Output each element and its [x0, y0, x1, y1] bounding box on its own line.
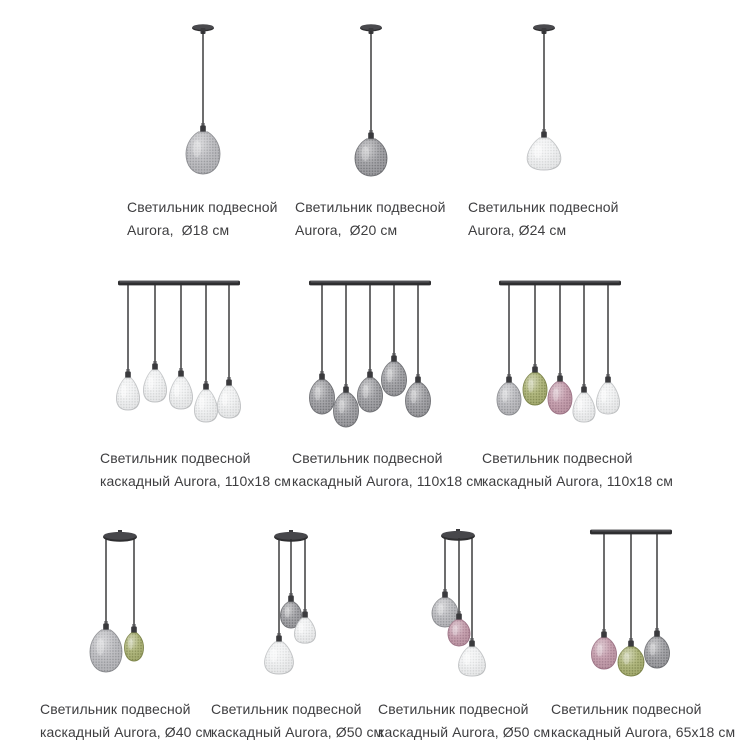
- product-title[interactable]: [209, 698, 384, 744]
- product-image[interactable]: [459, 18, 629, 186]
- product-image[interactable]: [118, 18, 288, 186]
- product-image[interactable]: [286, 18, 456, 186]
- product-card[interactable]: [88, 275, 292, 493]
- product-title[interactable]: [118, 196, 288, 242]
- product-card[interactable]: [286, 18, 456, 242]
- product-title-line2: Aurora, Ø24 см: [468, 222, 567, 238]
- product-title-line2: каскадный Aurora, Ø40 см: [40, 724, 213, 740]
- product-card[interactable]: [549, 524, 736, 744]
- product-title-line2: Aurora, Ø20 см: [295, 222, 398, 238]
- product-title[interactable]: [459, 196, 629, 242]
- product-title-line1: Светильник подвесной: [551, 701, 702, 717]
- product-card[interactable]: [459, 18, 629, 242]
- product-title-line2: каскадный Aurora, Ø50 см: [378, 724, 551, 740]
- product-title-line1: Светильник подвесной: [468, 199, 619, 215]
- product-image[interactable]: [209, 524, 374, 686]
- product-card[interactable]: [38, 524, 213, 744]
- product-card[interactable]: [470, 275, 674, 493]
- product-title-line1: Светильник подвесной: [295, 199, 446, 215]
- product-title[interactable]: [376, 698, 551, 744]
- product-card[interactable]: [209, 524, 384, 744]
- product-title[interactable]: [280, 447, 484, 493]
- product-image[interactable]: [280, 275, 460, 435]
- product-title-line1: Светильник подвесной: [40, 701, 191, 717]
- product-title-line2: каскадный Aurora, 110x18 см: [292, 473, 484, 489]
- product-title-line1: Светильник подвесной: [100, 450, 251, 466]
- product-image[interactable]: [38, 524, 203, 686]
- product-image[interactable]: [376, 524, 541, 686]
- product-title[interactable]: [88, 447, 292, 493]
- product-title-line1: Светильник подвесной: [482, 450, 633, 466]
- product-title[interactable]: [470, 447, 674, 493]
- product-title-line2: каскадный Aurora, 110x18 см: [100, 473, 292, 489]
- product-card[interactable]: [118, 18, 288, 242]
- product-image[interactable]: [470, 275, 650, 435]
- product-card[interactable]: [376, 524, 551, 744]
- product-title-line1: Светильник подвесной: [211, 701, 362, 717]
- product-title-line2: каскадный Aurora, 65x18 см: [551, 724, 736, 740]
- product-title-line1: Светильник подвесной: [292, 450, 443, 466]
- product-image[interactable]: [549, 524, 714, 686]
- product-title[interactable]: [38, 698, 213, 744]
- product-title-line1: Светильник подвесной: [378, 701, 529, 717]
- product-title-line2: каскадный Aurora, 110x18 см: [482, 473, 674, 489]
- product-title-line2: Aurora, Ø18 см: [127, 222, 230, 238]
- product-title[interactable]: [286, 196, 456, 242]
- product-title-line2: каскадный Aurora, Ø50 см: [211, 724, 384, 740]
- product-title-line1: Светильник подвесной: [127, 199, 278, 215]
- product-title[interactable]: [549, 698, 736, 744]
- product-image[interactable]: [88, 275, 268, 435]
- product-card[interactable]: [280, 275, 484, 493]
